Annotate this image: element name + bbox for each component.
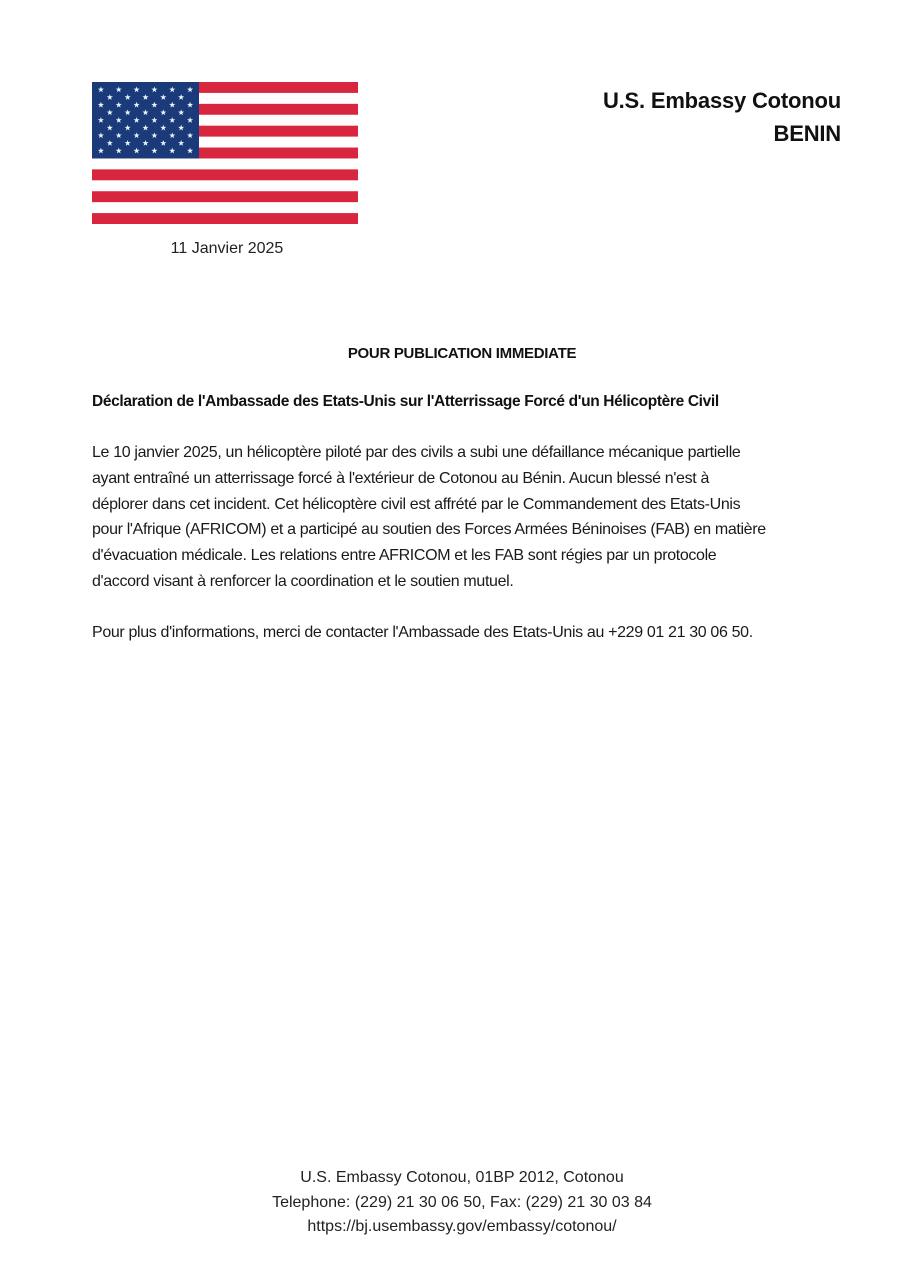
footer xyxy=(0,1166,924,1240)
country-name: BENIN xyxy=(773,121,841,146)
body-line: ayant entraîné un atterrissage forcé à l'extérieur de Cotonou au Bénin. Aucun blessé n'est à xyxy=(92,469,709,487)
footer-address: U.S. Embassy Cotonou, 01BP 2012, Cotonou xyxy=(300,1169,624,1186)
footer-phone-fax: Telephone: (229) 21 30 06 50, Fax: (229) 21 30 03 84 xyxy=(272,1193,652,1211)
embassy-name: U.S. Embassy Cotonou xyxy=(602,88,841,113)
body-line: Le 10 janvier 2025, un hélicoptère piloté par des civils a subi une défaillance mécanique partielle xyxy=(92,444,741,461)
body-line: d'accord visant à renforcer la coordination et le soutien mutuel. xyxy=(92,572,514,590)
us-flag-icon xyxy=(92,82,358,224)
release-label: POUR PUBLICATION IMMEDIATE xyxy=(347,345,577,362)
contact-line: Pour plus d'informations, merci de contacter l'Ambassade des Etats-Unis au +229 01 21 30 06 50. xyxy=(92,624,753,641)
flag-red-stripe xyxy=(92,191,358,202)
us-flag-graphic xyxy=(92,82,358,224)
body-line: pour l'Afrique (AFRICOM) et a participé au soutien des Forces Armées Béninoises (FAB) en matière xyxy=(92,521,766,539)
body-paragraph-2 xyxy=(92,620,852,646)
body-line: d'évacuation médicale. Les relations entre AFRICOM et les FAB sont régies par un protocole xyxy=(92,547,717,565)
footer-website-link[interactable]: https://bj.usembassy.gov/embassy/cotonou/ xyxy=(307,1218,617,1235)
document-date: 11 Janvier 2025 xyxy=(170,240,284,257)
statement-headline: Déclaration de l'Ambassade des Etats-Unis sur l'Atterrissage Forcé d'un Hélicoptère Civil xyxy=(92,393,719,410)
flag-red-stripe xyxy=(92,169,358,180)
body-paragraph-1 xyxy=(92,440,852,595)
letterhead xyxy=(603,84,841,150)
flag-canton xyxy=(92,82,199,158)
body-line: déplorer dans cet incident. Cet hélicoptère civil est affrété par le Commandement des Etats-Unis xyxy=(92,495,741,513)
flag-red-stripe xyxy=(92,213,358,224)
